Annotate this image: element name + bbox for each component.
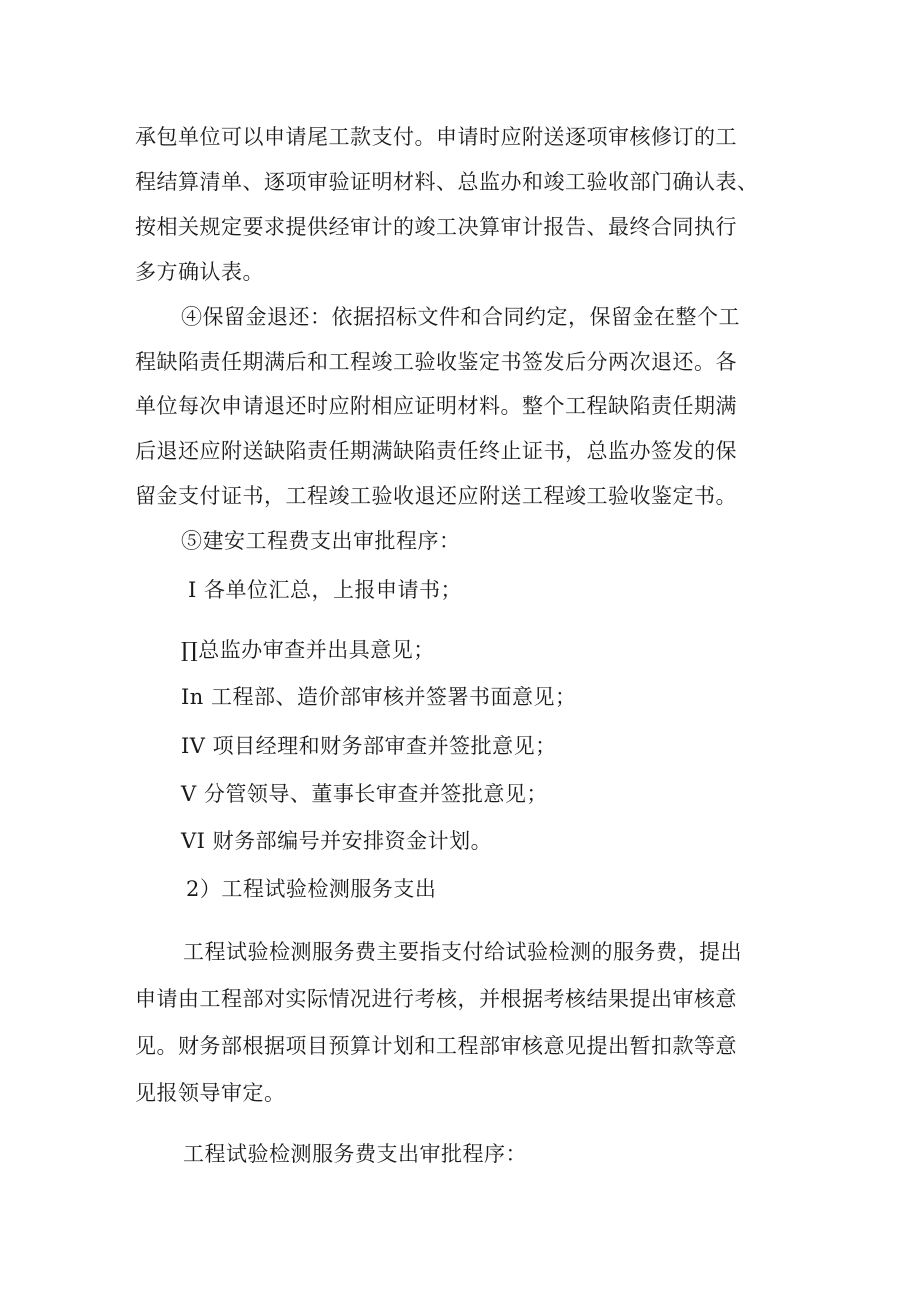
paragraph-line: 多方确认表。 — [135, 260, 264, 284]
paragraph-line: 见。财务部根据项目预算计划和工程部审核意见提出暂扣款等意 — [135, 1034, 737, 1058]
paragraph-line: 程缺陷责任期满后和工程竣工验收鉴定书签发后分两次退还。各 — [135, 350, 737, 374]
section-heading: ⑤建安工程费支出审批程序： — [181, 529, 461, 553]
paragraph-line: ④保留金退还：依据招标文件和合同约定，保留金在整个工 — [181, 305, 740, 329]
section-heading: 2）工程试验检测服务支出 — [186, 877, 437, 901]
list-item: I 各单位汇总，上报申请书； — [188, 578, 462, 602]
paragraph-line: 工程试验检测服务费支出审批程序： — [183, 1142, 527, 1166]
list-item: In 工程部、造价部审核并签署书面意见； — [181, 685, 577, 709]
paragraph-line: 见报领导审定。 — [135, 1081, 286, 1105]
paragraph-line: 按相关规定要求提供经审计的竣工决算审计报告、最终合同执行 — [135, 215, 737, 239]
paragraph-line: 后退还应附送缺陷责任期满缺陷责任终止证书，总监办签发的保 — [135, 439, 737, 463]
paragraph-line: 承包单位可以申请尾工款支付。申请时应附送逐项审核修订的工 — [135, 125, 737, 149]
list-item: IV 项目经理和财务部审查并签批意见； — [181, 734, 557, 758]
list-item: V 分管领导、董事长审查并签批意见； — [181, 782, 548, 806]
list-item: ∏总监办审查并出具意见； — [181, 638, 435, 662]
paragraph-line: 工程试验检测服务费主要指支付给试验检测的服务费，提出 — [183, 940, 742, 964]
paragraph-line: 申请由工程部对实际情况进行考核，并根据考核结果提出审核意 — [135, 987, 737, 1011]
paragraph-line: 单位每次申请退还时应附相应证明材料。整个工程缺陷责任期满 — [135, 394, 737, 418]
list-item: VI 财务部编号并安排资金计划。 — [181, 829, 493, 853]
paragraph-line: 程结算清单、逐项审验证明材料、总监办和竣工验收部门确认表、 — [135, 170, 759, 194]
paragraph-line: 留金支付证书，工程竣工验收退还应附送工程竣工验收鉴定书。 — [135, 484, 737, 508]
